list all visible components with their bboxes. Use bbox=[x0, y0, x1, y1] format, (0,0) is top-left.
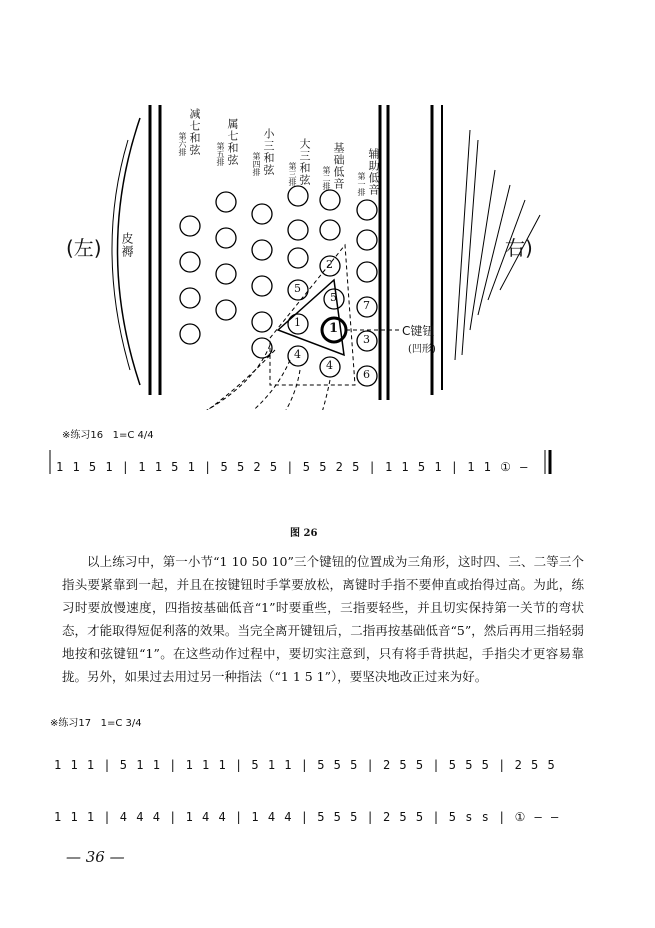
figure-caption: 图 26 bbox=[290, 528, 318, 539]
button-4-a: 4 bbox=[294, 348, 301, 361]
row-5-name: 属七和弦 bbox=[226, 118, 239, 166]
exercise-17-key: 1=C 3/4 bbox=[100, 718, 142, 729]
row-6-number: 第六排 bbox=[178, 132, 187, 156]
row-label-3 bbox=[286, 138, 310, 190]
page-number: — 36 — bbox=[66, 848, 125, 866]
exercise-17-name: ※练习17 bbox=[50, 718, 92, 729]
button-5-a: 5 bbox=[294, 282, 301, 295]
row-label-5 bbox=[214, 118, 238, 170]
row-2-number: 第二排 bbox=[322, 166, 331, 190]
row-6-name: 减七和弦 bbox=[188, 108, 201, 156]
exercise-17-line-1: 1 1 1 | 5 1 1 | 1 1 1 | 5 1 1 | 5 5 5 | 2 5 5 | 5 5 5 | 2 5 5 bbox=[54, 758, 556, 772]
exercise-16-name: ※练习16 bbox=[62, 430, 104, 441]
row-4-number: 第四排 bbox=[252, 152, 261, 176]
row-label-4 bbox=[250, 128, 274, 180]
button-2: 2 bbox=[326, 258, 333, 271]
row-5-number: 第五排 bbox=[216, 142, 225, 166]
row-2-name: 基础低音 bbox=[332, 142, 345, 190]
row-label-6 bbox=[176, 108, 200, 160]
bass-diagram bbox=[0, 0, 655, 410]
left-hand-label: (左) bbox=[66, 236, 102, 260]
row-3-name: 大三和弦 bbox=[298, 138, 311, 186]
row-label-2 bbox=[320, 142, 344, 194]
row-label-1 bbox=[355, 148, 379, 200]
c-button-note: (凹形) bbox=[408, 344, 436, 355]
button-5-b: 5 bbox=[330, 291, 337, 304]
exercise-17 bbox=[40, 710, 580, 830]
button-6: 6 bbox=[363, 368, 370, 381]
row-3-number: 第三排 bbox=[288, 162, 297, 186]
right-hand-label: 右) bbox=[505, 236, 533, 260]
button-1-c: 1 bbox=[329, 321, 339, 336]
row-4-name: 小三和弦 bbox=[262, 128, 275, 176]
diagram-drawing bbox=[0, 0, 655, 410]
c-button-label: C键钮 bbox=[402, 324, 435, 338]
exercise-17-line-2: 1 1 1 | 4 4 4 | 1 4 4 | 1 4 4 | 5 5 5 | 2 5 5 | 5 s s | ① — — bbox=[54, 810, 560, 824]
row-1-name: 辅助低音 bbox=[367, 148, 380, 196]
bellows-label: 皮褥 bbox=[120, 232, 134, 258]
button-1-a: 1 bbox=[294, 316, 301, 329]
exercise-16-title bbox=[62, 426, 154, 441]
exercise-17-title bbox=[50, 714, 142, 729]
exercise-16-notes: 1 1 5 1 | 1 1 5 1 | 5 5 2 5 | 5 5 2 5 | 1 1 5 1 | 1 1 ① — bbox=[56, 460, 529, 474]
row-1-number: 第一排 bbox=[357, 172, 366, 196]
button-7: 7 bbox=[363, 299, 370, 312]
exercise-16-key: 1=C 4/4 bbox=[112, 430, 154, 441]
button-4-b: 4 bbox=[326, 359, 333, 372]
exercise-16 bbox=[40, 418, 560, 539]
button-3: 3 bbox=[363, 333, 370, 346]
body-paragraph: 以上练习中，第一小节“1 10 50 10”三个键钮的位置成为三角形，这时四、三、二等三个指头要紧靠到一起，并且在按键钮时手掌要放松，离键时手指不要伸直或抬得过高。为此，练习时要放慢速度，四指按基础低音“1”时要重些，三指要轻些，并且切实保持第一关节的弯状态，才能取得短促利落的效果。当完全离开键钮后，二指再按基础低音“5”，然后再用三指轻弱地按和弦键钮“1”。在这些动作过程中，要切实注意到，只有将手背拱起，手指尖才更容易靠拢。另外，如果过去用过另一种指法（“1 1 5 1”），要坚决地改正过来为好。 bbox=[62, 554, 584, 684]
